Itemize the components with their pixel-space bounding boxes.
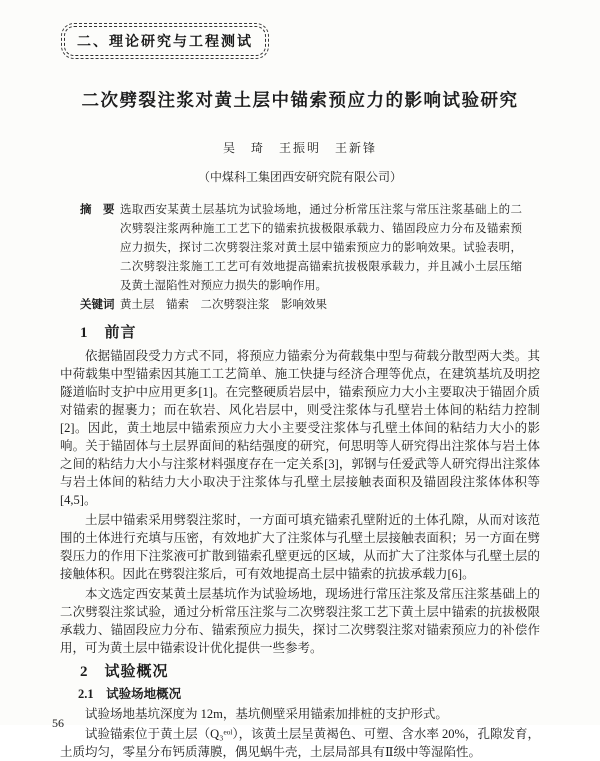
section-heading-test-overview: 2 试验概况 (80, 664, 169, 680)
authors-line: 吴 琦 王振明 王新锋 (222, 141, 377, 155)
abstract-text: 选取西安某黄土层基坑为试验场地，通过分析常压注浆与常压注浆基础上的二次劈裂注浆两种施工工艺下的锚索抗拔极限承载力、锚固段应力分布及锚索预应力损失，探讨二次劈裂注浆对黄土层中锚索预应力的影响效果。试验表明，二次劈裂注浆施工工艺可有效地提高锚索抗拔极限承载力，并且减小土层压缩及黄土湿陷性对预应力损失的影响作用。 (120, 204, 522, 292)
column-header-badge: 二、理论研究与工程测试 (64, 26, 266, 56)
site-paragraph-1: 试验场地基坑深度为 12m，基坑侧壁采用锚索加排桩的支护形式。 (85, 707, 448, 721)
abstract-label: 摘 要 (80, 204, 115, 216)
section-heading-introduction: 1 前言 (80, 325, 137, 341)
affiliation-line: （中煤科工集团西安研究院有限公司） (197, 170, 402, 184)
keywords-label: 关键词 (80, 299, 115, 311)
abstract-block (80, 201, 522, 296)
keywords-terms: 黄土层 锚索 二次劈裂注浆 影响效果 (120, 299, 327, 311)
intro-paragraph-1: 依据锚固段受力方式不同，将预应力锚索分为荷载集中型与荷载分散型两大类。其中荷载集中型锚索因其施工工艺简单、施工快捷与经济合理等优点，在建筑基坑及明挖隧道临时支护中应用更多[1]。在完整硬质岩层中，锚索预应力大小主要取决于锚固介质对锚索的握裹力；而在软岩、风化岩层中，则受注浆体与孔壁岩土体间的粘结力控制[2]。因此，黄土地层中锚索预应力大小主要受注浆体与孔壁土体间的粘结力大小的影响。关于锚固体与土层界面间的粘结强度的研究，何思明等人研究得出注浆体与岩土体之间的粘结力大小与注浆材料强度存在一定关系[3]，郭钢与任爱武等人研究得出注浆体与岩土体间的粘结力大小取决于注浆体与孔壁土层接触表面积及锚固段注浆体体积等[4,5]。 (60, 349, 540, 507)
site-paragraph-2: 试验锚索位于黄土层（Q₃ᵉᵒˡ），该黄土层呈黄褐色、可塑、含水率 20%，孔隙发育，土质均匀，零星分布钙质薄膜，偶见蜗牛壳，土层局部具有Ⅱ级中等湿陷性。 (60, 727, 540, 759)
subsection-heading-site-overview: 2.1 试验场地概况 (78, 687, 182, 701)
intro-paragraph-2: 土层中锚索采用劈裂注浆时，一方面可填充锚索孔壁附近的土体孔隙，从而对该范围的土体进行充填与压密，有效地扩大了注浆体与孔壁土层接触表面积；另一方面在劈裂压力的作用下注浆液可扩散到锚索孔壁更远的区域，从而扩大了注浆体与孔壁土层的接触体积。因此在劈裂注浆后，可有效地提高土层中锚索的抗拔承载力[6]。 (60, 513, 540, 581)
page-number: 56 (52, 716, 64, 730)
keywords-block (80, 296, 522, 315)
paper-title: 二次劈裂注浆对黄土层中锚索预应力的影响试验研究 (81, 90, 519, 110)
intro-paragraph-3: 本文选定西安某黄土层基坑作为试验场地，现场进行常压注浆及常压注浆基础上的二次劈裂注浆试验，通过分析常压注浆与二次劈裂注浆工艺下黄土层中锚索的抗拔极限承载力、锚固段应力分布、锚索预应力损失，探讨二次劈裂注浆对锚索预应力的补偿作用，可为黄土层中锚索设计优化提供一些参考。 (60, 587, 540, 655)
